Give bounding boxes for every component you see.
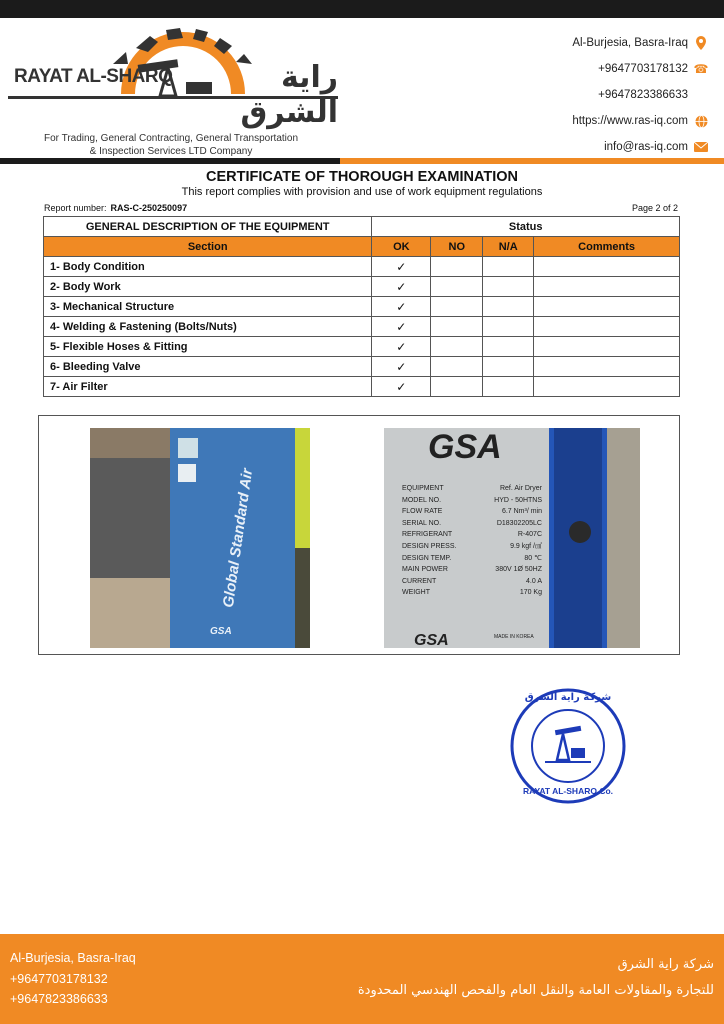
comments-cell: [534, 357, 680, 377]
top-bar: [0, 0, 724, 18]
company-logo: [8, 26, 338, 157]
nameplate-brand-bottom: GSA: [414, 632, 449, 648]
certificate-title: CERTIFICATE OF THOROUGH EXAMINATION: [205, 169, 518, 185]
na-cell: [483, 297, 534, 317]
logo-text-ar: راية الشرق: [240, 60, 338, 130]
na-cell: [483, 337, 534, 357]
ok-checkmark: ✓: [372, 357, 431, 377]
header-divider-orange: [340, 158, 724, 164]
ok-checkmark: ✓: [372, 377, 431, 397]
footer-company-desc-ar: للتجارة والمقاولات العامة والنقل العام والفحص الهندسي المحدودة: [357, 983, 714, 998]
gsa-logo: GSA: [210, 626, 232, 637]
phone-icon: ☎: [693, 62, 709, 76]
company-seal: [505, 686, 631, 806]
page-indicator: Page 2 of 2: [631, 203, 678, 213]
table-row: [44, 277, 680, 297]
envelope-icon: [694, 140, 708, 154]
seal-text-ar: شركة راية الشرق: [524, 692, 612, 703]
nameplate-brand: GSA: [428, 428, 502, 466]
certificate-subtitle: This report complies with provision and use of work equipment regulations: [181, 186, 543, 198]
footer: [0, 934, 724, 1024]
ok-checkmark: ✓: [372, 277, 431, 297]
report-number: RAS-C-250250097: [110, 203, 188, 213]
made-in-label: MADE IN KOREA: [494, 634, 534, 640]
spec-row: CURRENT 4.0 A: [402, 577, 542, 585]
report-info: [44, 203, 680, 213]
contact-address: Al-Burjesia, Basra-Iraq: [448, 30, 708, 56]
na-cell: [483, 357, 534, 377]
spec-row: MAIN POWER 380V 1Ø 50HZ: [402, 566, 542, 574]
equipment-nameplate-photo: [384, 428, 640, 648]
spec-row: SERIAL NO. D18302205LC: [402, 519, 542, 527]
row-label: 6- Bleeding Valve: [44, 357, 372, 377]
comments-cell: [534, 277, 680, 297]
spec-row: WEIGHT 170 Kg: [402, 589, 542, 597]
contact-email[interactable]: info@ras-iq.com: [448, 134, 708, 160]
seal-text-en: RAYAT AL-SHARQ Co.: [522, 786, 614, 796]
comments-cell: [534, 377, 680, 397]
no-cell: [431, 297, 483, 317]
letterhead: [0, 18, 724, 158]
table-row: [44, 317, 680, 337]
row-label: 1- Body Condition: [44, 257, 372, 277]
na-cell: [483, 277, 534, 297]
na-cell: [483, 257, 534, 277]
nameplate-specs: [402, 483, 542, 599]
contact-info: [448, 30, 708, 160]
footer-phone-2[interactable]: +9647823386633: [10, 992, 108, 1006]
no-cell: [431, 377, 483, 397]
descriptor-line-2: & Inspection Services LTD Company: [89, 146, 253, 157]
status-header: Status: [372, 217, 680, 237]
company-descriptor: [16, 132, 326, 158]
globe-icon: [694, 114, 708, 128]
contact-phone-1[interactable]: +9647703178132 ☎: [598, 62, 709, 76]
logo-text-en: RAYAT AL-SHARQ: [14, 66, 173, 87]
no-cell: [431, 337, 483, 357]
spec-row: DESIGN PRESS. 9.9 kgf /㎠: [402, 542, 542, 550]
comments-cell: [534, 317, 680, 337]
row-label: 4- Welding & Fastening (Bolts/Nuts): [44, 317, 372, 337]
row-label: 3- Mechanical Structure: [44, 297, 372, 317]
no-cell: [431, 277, 483, 297]
descriptor-line-1: For Trading, General Contracting, General Transportation: [43, 133, 299, 144]
comments-cell: [534, 337, 680, 357]
footer-phone-1[interactable]: +9647703178132: [10, 971, 108, 986]
table-row: [44, 297, 680, 317]
report-number-label: Report number:: [44, 203, 107, 213]
ok-checkmark: ✓: [372, 257, 431, 277]
location-pin-icon: [694, 36, 708, 50]
section-column-header: Section: [44, 237, 372, 257]
table-column-header-row: [44, 237, 680, 257]
no-column-header: NO: [431, 237, 483, 257]
ok-column-header: OK: [372, 237, 431, 257]
footer-address: Al-Burjesia, Basra-Iraq: [10, 951, 136, 965]
no-cell: [431, 257, 483, 277]
table-row: [44, 377, 680, 397]
equipment-status-table: [43, 216, 680, 397]
table-heading-row: [44, 217, 680, 237]
row-label: 7- Air Filter: [44, 377, 372, 397]
brand-vertical-text: Global Standard Air: [219, 467, 257, 609]
ok-checkmark: ✓: [372, 297, 431, 317]
contact-website[interactable]: https://www.ras-iq.com: [448, 108, 708, 134]
na-cell: [483, 317, 534, 337]
na-column-header: N/A: [483, 237, 534, 257]
footer-company-ar: [358, 952, 714, 1004]
spec-row: REFRIGERANT R-407C: [402, 531, 542, 539]
comments-cell: [534, 297, 680, 317]
comments-cell: [534, 257, 680, 277]
na-cell: [483, 377, 534, 397]
header-divider-dark: [0, 158, 340, 164]
spec-row: DESIGN TEMP. 80 ℃: [402, 554, 542, 562]
comments-column-header: Comments: [534, 237, 680, 257]
table-row: [44, 257, 680, 277]
contact-phone-2[interactable]: +9647823386633: [598, 89, 688, 101]
spec-row: MODEL NO. HYD - 50HTNS: [402, 496, 542, 504]
ok-checkmark: ✓: [372, 317, 431, 337]
equipment-photo-front: [90, 428, 310, 648]
footer-company-name-ar: شركة راية الشرق: [617, 957, 714, 972]
no-cell: [431, 357, 483, 377]
spec-row: FLOW RATE 6.7 Nm³/ min: [402, 508, 542, 516]
row-label: 5- Flexible Hoses & Fitting: [44, 337, 372, 357]
table-row: [44, 357, 680, 377]
footer-contact: [10, 948, 136, 1010]
spec-row: EQUIPMENT Ref. Air Dryer: [402, 485, 542, 492]
no-cell: [431, 317, 483, 337]
ok-checkmark: ✓: [372, 337, 431, 357]
equipment-photos: [38, 415, 680, 655]
row-label: 2- Body Work: [44, 277, 372, 297]
general-description-header: GENERAL DESCRIPTION OF THE EQUIPMENT: [44, 217, 372, 237]
table-row: [44, 337, 680, 357]
